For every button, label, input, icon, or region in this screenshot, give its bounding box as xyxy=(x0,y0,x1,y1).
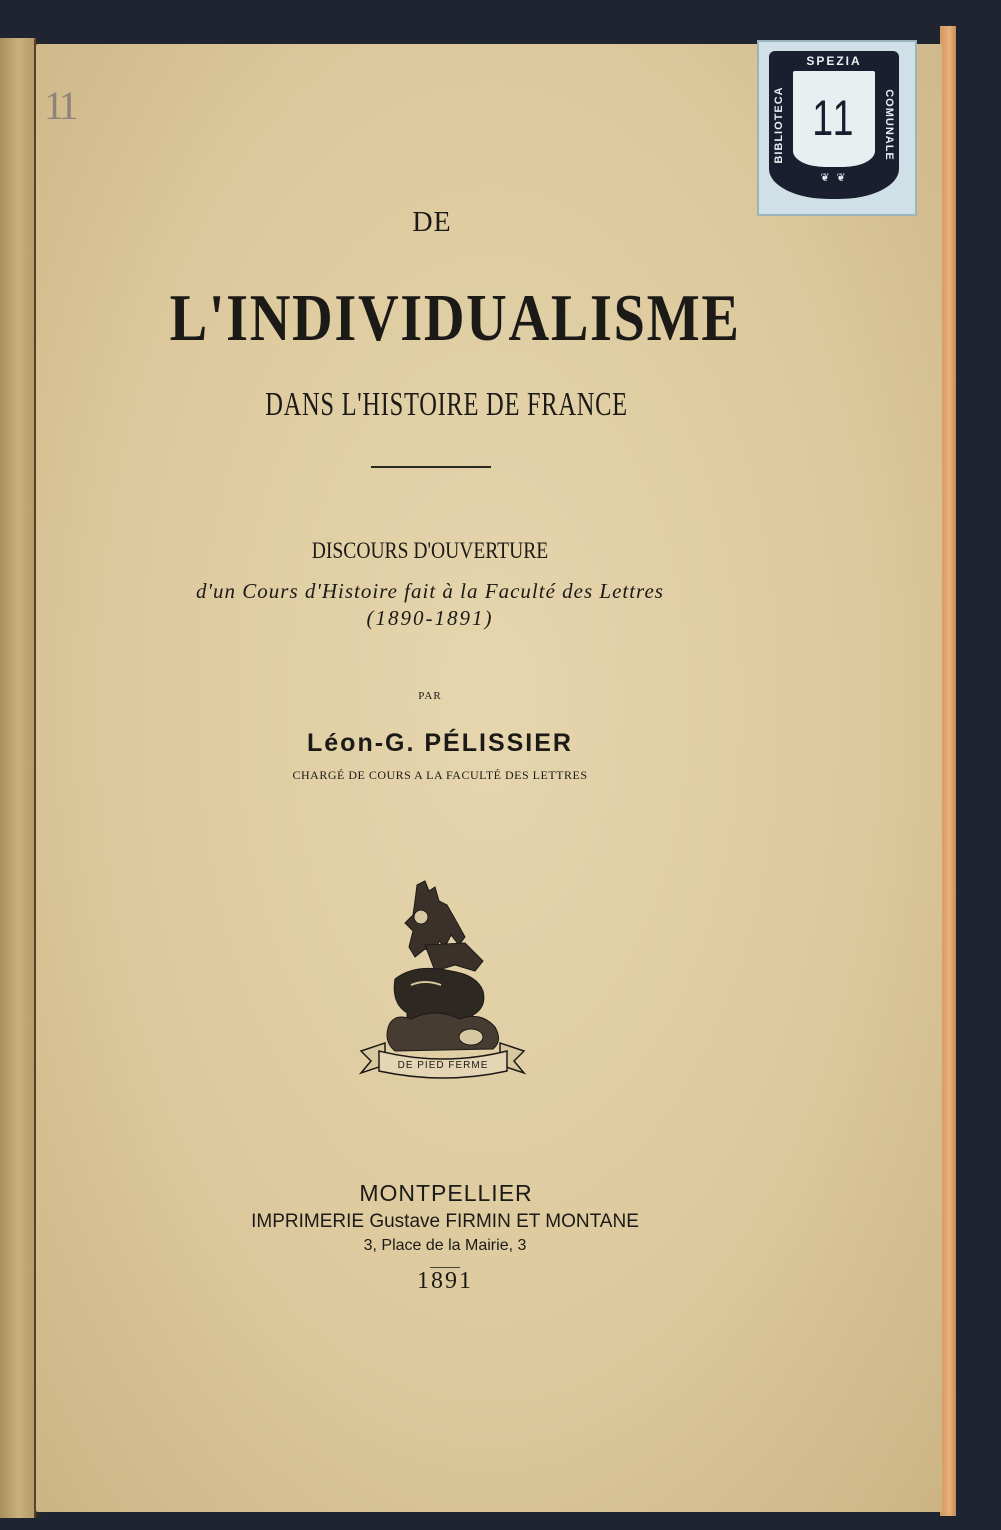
page-fore-edge xyxy=(940,26,956,1516)
facing-page-edge xyxy=(0,38,36,1518)
vignette-motto: DE PIED FERME xyxy=(397,1060,489,1071)
library-stamp xyxy=(757,40,917,216)
stamp-top-label: SPEZIA xyxy=(806,54,862,68)
shelf-mark: 11 xyxy=(44,83,75,128)
title-de: DE xyxy=(412,207,452,238)
imprint-printer: IMPRIMERIE Gustave FIRMIN ET MONTANE xyxy=(251,1211,639,1232)
stamp-shield xyxy=(769,51,899,199)
stamp-number: 11 xyxy=(812,90,856,146)
author-role: CHARGÉ DE COURS A LA FACULTÉ DES LETTRES xyxy=(292,768,588,782)
wreath-icon: ❦ ❦ xyxy=(820,172,848,184)
publisher-device-icon xyxy=(355,875,530,1080)
imprint-year: 1891 xyxy=(417,1268,473,1294)
par-label: PAR xyxy=(418,690,442,702)
cours-line: d'un Cours d'Histoire fait à la Faculté des Lettres xyxy=(196,579,664,603)
stamp-number-panel xyxy=(793,71,875,167)
subtitle: DANS L'HISTOIRE DE FRANCE xyxy=(265,386,628,423)
course-years: (1890-1891) xyxy=(366,606,494,630)
title-rule xyxy=(371,466,491,468)
stamp-left-label: BIBLIOTECA xyxy=(773,86,785,164)
imprint-city: MONTPELLIER xyxy=(359,1180,533,1206)
main-title: L'INDIVIDUALISME xyxy=(169,281,741,355)
discours-heading: DISCOURS D'OUVERTURE xyxy=(311,538,549,563)
author-name: Léon-G. PÉLISSIER xyxy=(307,729,573,757)
stamp-right-label: COMUNALE xyxy=(883,89,895,161)
imprint-address: 3, Place de la Mairie, 3 xyxy=(363,1237,527,1254)
